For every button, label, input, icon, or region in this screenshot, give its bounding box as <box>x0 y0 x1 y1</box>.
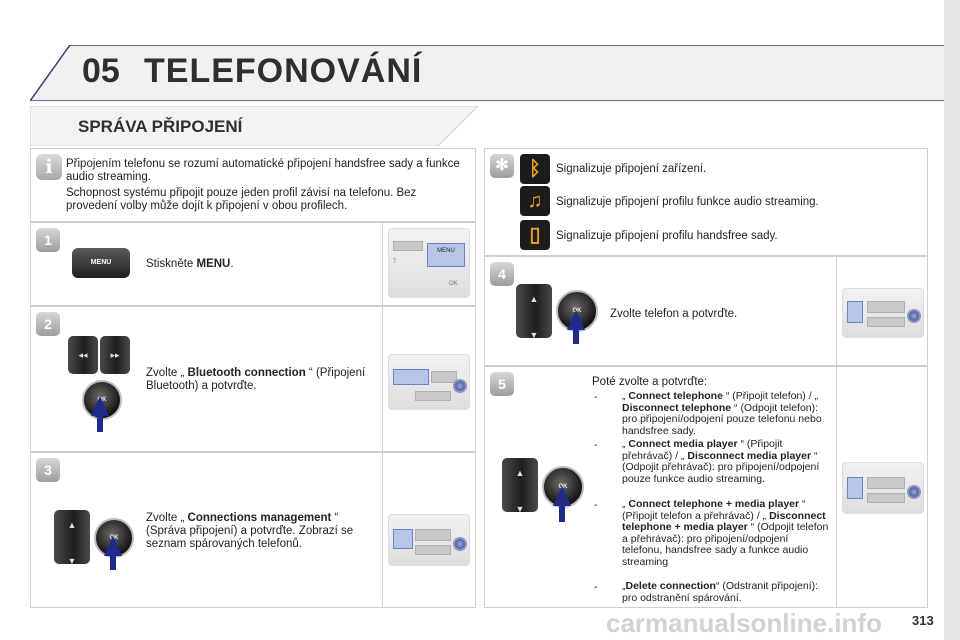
step5-item-connect-telephone: „ Connect telephone “ (Připojit telefon) / „ Disconnect telephone “ (Odpojit telefon): pro připojení/odpojení pouze telefonu nebo handsfree sady. <box>622 390 822 437</box>
status-info-badge: ✻ <box>490 154 514 178</box>
section-title: SPRÁVA PŘIPOJENÍ <box>78 117 243 136</box>
press-arrow <box>91 396 109 416</box>
step3-badge: 3 <box>36 458 60 482</box>
audio-streaming-icon: ♫ <box>520 186 550 216</box>
audio-status-text: Signalizuje připojení profilu funkce audio streaming. <box>556 196 819 208</box>
step3-text: Zvolte „ Connections management “ (Správa připojení) a potvrďte. Zobrazí se seznam spárovaných telefonů. <box>146 512 354 550</box>
ok-knob-illustration-5: OK <box>542 466 584 508</box>
step1-text: Stiskněte MENU. <box>146 258 234 270</box>
step3-dashboard-thumbnail <box>388 514 470 566</box>
step5-dash-2: - <box>594 439 598 451</box>
step3-divider <box>382 452 383 608</box>
handsfree-phone-icon: ▯ <box>520 220 550 250</box>
step4-dashboard-thumbnail <box>842 288 924 338</box>
step5-divider <box>836 366 837 608</box>
chapter-number: 05 <box>82 52 120 90</box>
ok-knob-illustration-3: OK <box>94 518 134 558</box>
step4-divider <box>836 256 837 366</box>
intro-paragraph-1: Připojením telefonu se rozumí automatické připojení handsfree sady a funkce audio streaming. <box>66 158 460 183</box>
press-arrow-5 <box>553 486 571 506</box>
rewind-button-illustration: ◂◂ <box>68 336 98 374</box>
updown-rocker-illustration-5: ▲ ▼ <box>502 458 538 512</box>
press-arrow-4 <box>567 310 585 330</box>
page-edge-strip <box>944 0 960 640</box>
step4-badge: 4 <box>490 262 514 286</box>
step5-dash-3: - <box>594 499 598 511</box>
info-icon: i <box>36 154 62 180</box>
chapter-title: TELEFONOVÁNÍ <box>144 52 423 90</box>
forward-button-illustration: ▸▸ <box>100 336 130 374</box>
updown-rocker-illustration: ▲ ▼ <box>54 510 90 564</box>
step5-badge: 5 <box>490 372 514 396</box>
intro-paragraph-2: Schopnost systému připojit pouze jeden profil závisí na telefonu. Bez provedení volby může dojít k připojení v obou profilech. <box>66 187 417 212</box>
step5-intro: Poté zvolte a potvrďte: <box>592 376 708 388</box>
step5-item-delete-connection: „Delete connection“ (Odstranit připojení): pro odstranění spárování. <box>622 580 819 604</box>
step5-item-connect-media-player: „ Connect media player “ (Připojit přehrávač) / „ Disconnect media player “ (Odpojit přehrávač): pro připojení/odpojení pouze funkce audio streaming. <box>622 438 820 485</box>
ok-knob-illustration: OK <box>82 380 122 420</box>
step4-text: Zvolte telefon a potvrďte. <box>610 308 738 320</box>
step2-text: Zvolte „ Bluetooth connection “ (Připojení Bluetooth) a potvrďte. <box>146 367 366 392</box>
step2-badge: 2 <box>36 312 60 336</box>
handsfree-status-text: Signalizuje připojení profilu handsfree sady. <box>556 230 778 242</box>
bluetooth-icon: ᛒ <box>520 154 550 184</box>
menu-button-illustration: MENU <box>72 248 130 278</box>
step1-divider <box>382 222 383 306</box>
bluetooth-status-text: Signalizuje připojení zařízení. <box>556 163 707 175</box>
step5-dash-1: - <box>594 391 598 403</box>
step1-dashboard-thumbnail: MENU T OK <box>388 228 470 298</box>
step5-dash-4: - <box>594 581 598 593</box>
footer-watermark: carmanualsonline.info <box>606 608 882 638</box>
ok-knob-illustration-4: OK <box>556 290 598 332</box>
step2-dashboard-thumbnail <box>388 354 470 410</box>
page-number: 313 <box>912 613 934 628</box>
step2-divider <box>382 306 383 452</box>
step1-badge: 1 <box>36 228 60 252</box>
press-arrow-3 <box>104 536 122 556</box>
step5-dashboard-thumbnail <box>842 462 924 514</box>
updown-rocker-illustration-4: ▲ ▼ <box>516 284 552 338</box>
step5-item-connect-telephone-media: „ Connect telephone + media player “ (Připojit telefon a přehrávač) / „ Disconnect telephone + media player “ (Odpojit telefon a přehrávač): pro připojení/odpojení telefonu, handsfree sady a funkce audio streaming <box>622 498 829 568</box>
